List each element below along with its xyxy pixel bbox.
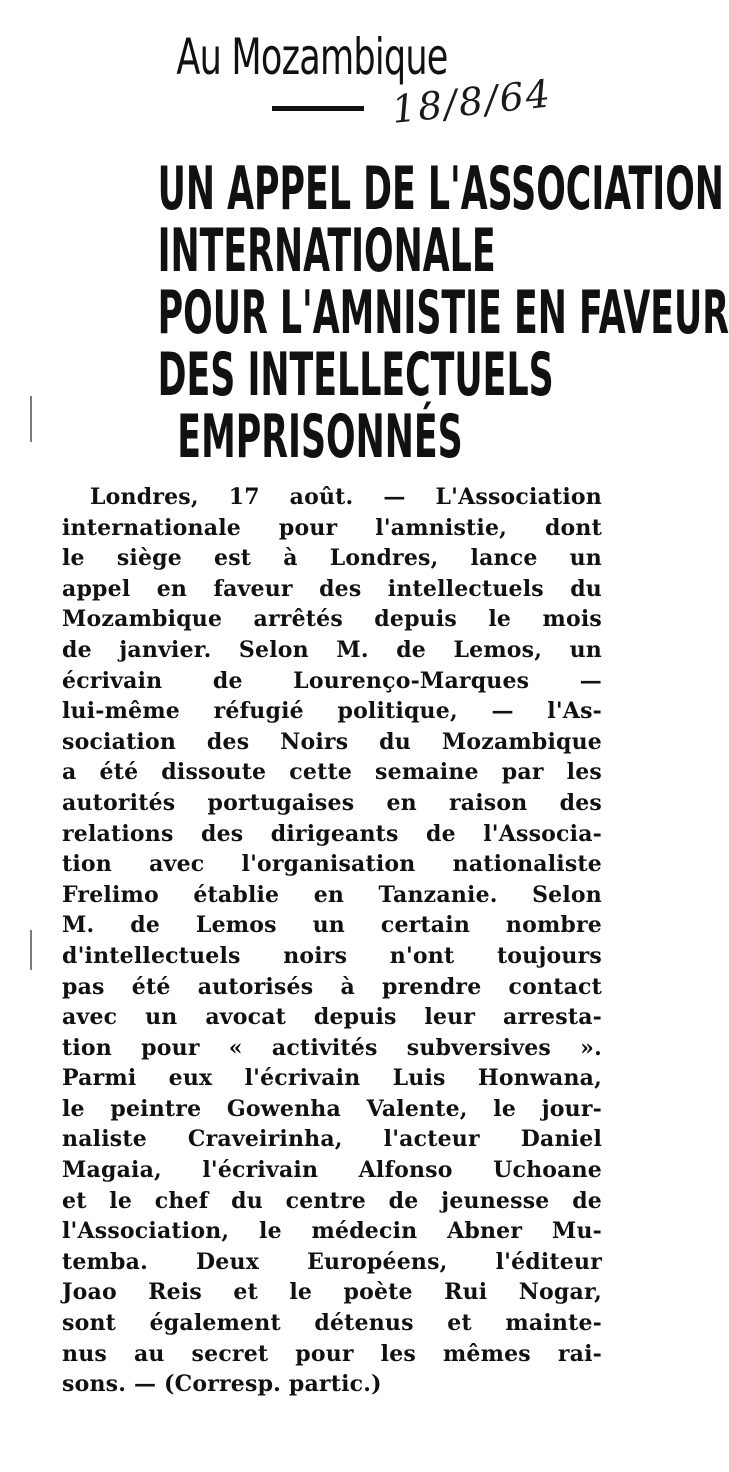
section-kicker: Au Mozambique [176,28,448,86]
body-line: l'Association, le médecin Abner Mu- [62,1218,602,1245]
body-line: Magaia, l'écrivain Alfonso Uchoane [62,1157,602,1184]
body-line: tion pour « activités subversives ». [62,1034,602,1061]
body-line: et le chef du centre de jeunesse de [62,1187,602,1214]
body-line: temba. Deux Européens, l'éditeur [62,1248,602,1275]
headline-line: DES INTELLECTUELS [157,340,554,410]
headline-line: POUR L'AMNISTIE EN FAVEUR [157,278,729,348]
title-rule [272,106,364,111]
body-line: Londres, 17 août. — L'Association [90,484,602,510]
body-line: le siège est à Londres, lance un [62,545,602,572]
body-line: sociation des Noirs du Mozambique [62,728,602,755]
article-body [62,482,602,1400]
body-line: pas été autorisés à prendre contact [62,973,602,1000]
body-line: de janvier. Selon M. de Lemos, un [62,636,602,663]
headline-line: INTERNATIONALE [157,216,496,286]
body-line: naliste Craveirinha, l'acteur Daniel [62,1126,602,1153]
body-line: M. de Lemos un certain nombre [62,912,602,939]
margin-mark [30,930,32,970]
body-line: nus au secret pour les mêmes rai- [62,1340,602,1367]
body-line: autorités portugaises en raison des [62,789,602,816]
body-line: le peintre Gowenha Valente, le jour- [62,1095,602,1122]
body-line: Parmi eux l'écrivain Luis Honwana, [62,1065,602,1092]
headline-line: UN APPEL DE L'ASSOCIATION [157,154,724,224]
body-line: tion avec l'organisation nationaliste [62,851,602,878]
headline-line: EMPRISONNÉS [177,402,463,472]
body-line: relations des dirigeants de l'Associa- [62,820,602,847]
body-line: d'intellectuels noirs n'ont toujours [62,942,602,969]
body-line: sont également détenus et mainte- [62,1310,602,1337]
body-line: lui-même réfugié politique, — l'As- [62,698,602,725]
body-line: avec un avocat depuis leur arresta- [62,1004,602,1031]
body-line: a été dissoute cette semaine par les [62,759,602,786]
body-line: Frelimo établie en Tanzanie. Selon [62,881,602,908]
headline [40,154,729,472]
handwritten-date: 18/8/64 [389,71,554,132]
body-line: écrivain de Lourenço-Marques — [62,667,602,694]
margin-mark [30,396,32,442]
body-line: Joao Reis et le poète Rui Nogar, [62,1279,602,1306]
body-line: Mozambique arrêtés depuis le mois [62,606,602,633]
body-line: appel en faveur des intellectuels du [62,575,602,602]
body-line: internationale pour l'amnistie, dont [62,514,602,541]
body-line: sons. — (Corresp. partic.) [62,1371,382,1398]
